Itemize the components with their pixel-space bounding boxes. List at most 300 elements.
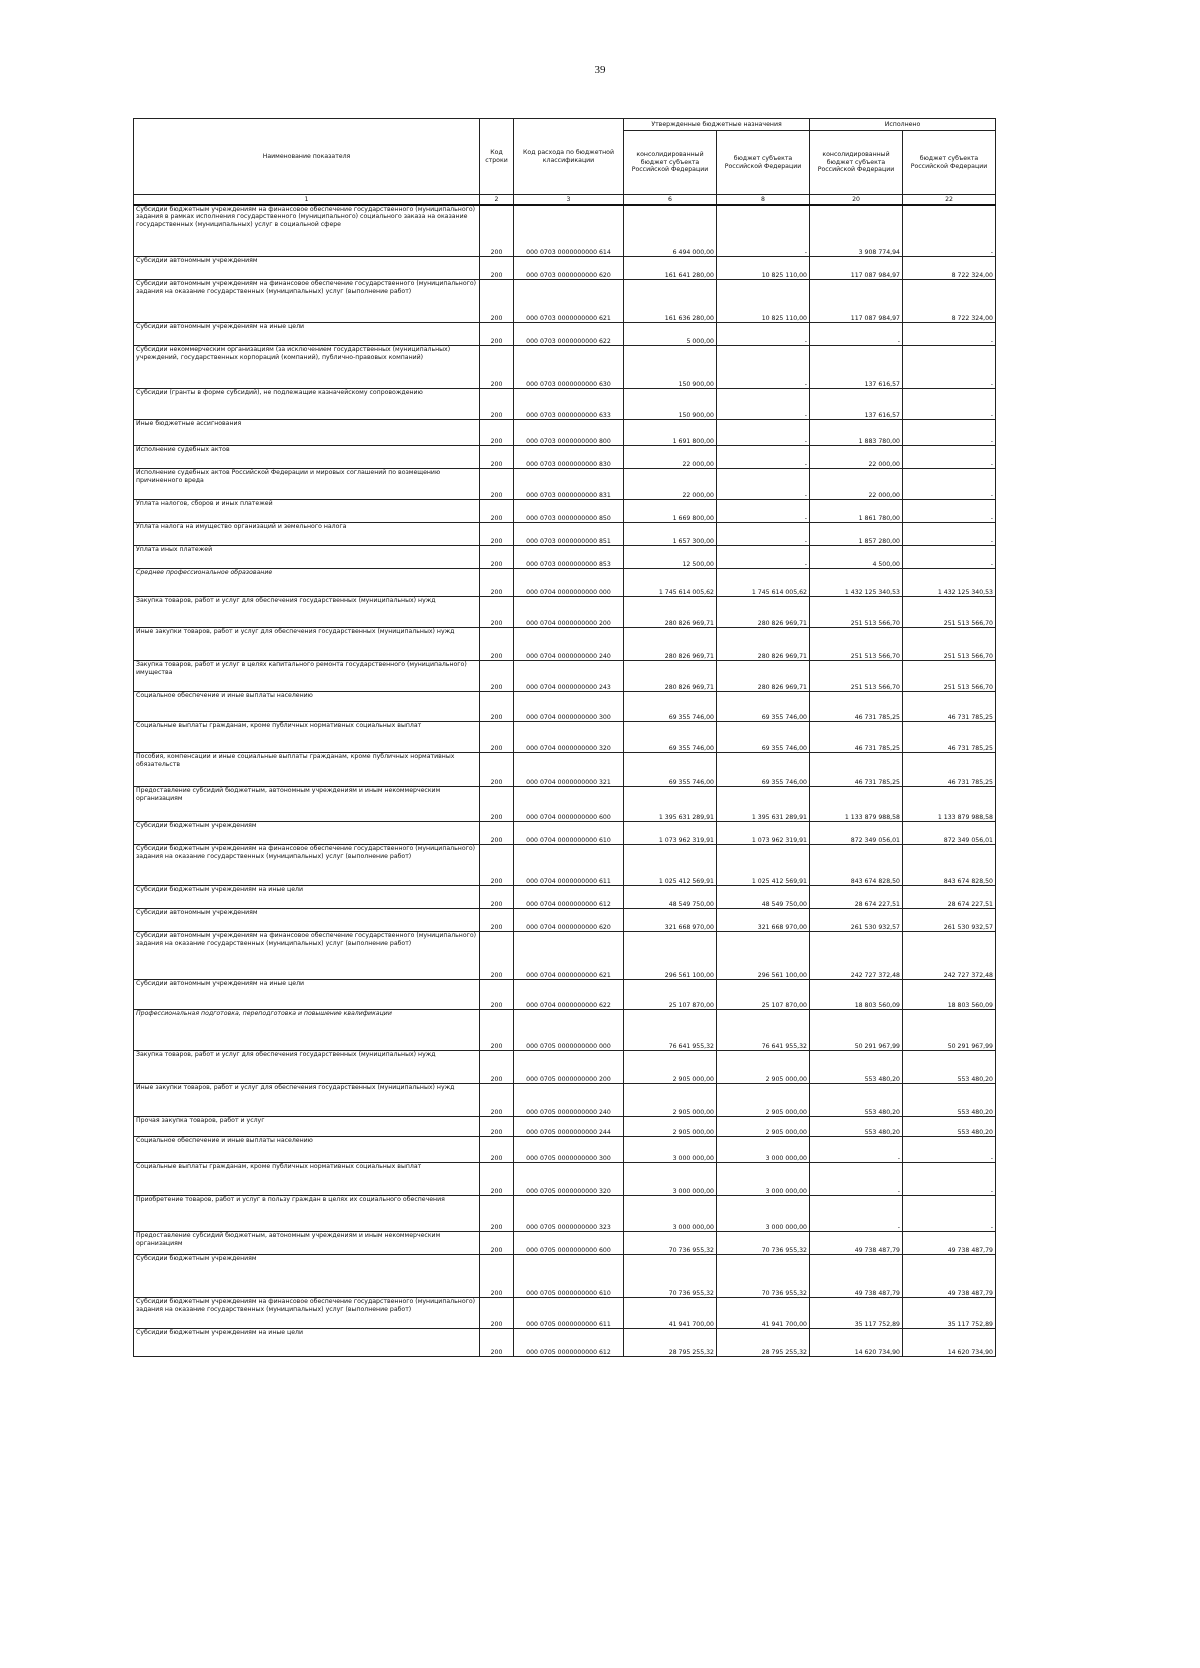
table-row — [134, 661, 996, 692]
row-classification-code: 000 0703 0000000000 851 — [514, 523, 624, 546]
row-name: Субсидии бюджетным учреждениям на иные цели — [134, 886, 480, 909]
approved-subject-value: - — [717, 389, 810, 420]
executed-consolidated-value: 1 133 879 988,58 — [810, 787, 903, 822]
executed-subject-value: 553 480,20 — [903, 1084, 996, 1117]
executed-subject-value: - — [903, 389, 996, 420]
approved-subject-value: 2 905 000,00 — [717, 1117, 810, 1137]
row-classification-code: 000 0705 0000000000 610 — [514, 1255, 624, 1298]
executed-subject-value: 46 731 785,25 — [903, 753, 996, 787]
table-row — [134, 722, 996, 753]
table-row — [134, 1163, 996, 1196]
approved-subject-value: - — [717, 346, 810, 389]
row-classification-code: 000 0703 0000000000 621 — [514, 280, 624, 323]
table-row — [134, 1117, 996, 1137]
row-code: 200 — [480, 469, 514, 500]
row-code: 200 — [480, 1137, 514, 1163]
row-name: Субсидии бюджетным учреждениям на финансовое обеспечение государственного (муниципального) задания в рамках исполнения государственного (муниципального) социального заказа на оказание государственных (муниципальных) услуг в социальной сфере — [134, 205, 480, 257]
executed-subject-value: - — [903, 323, 996, 346]
row-classification-code: 000 0704 0000000000 321 — [514, 753, 624, 787]
row-code: 200 — [480, 1010, 514, 1051]
approved-subject-value: 69 355 746,00 — [717, 753, 810, 787]
row-classification-code: 000 0703 0000000000 622 — [514, 323, 624, 346]
row-name: Субсидии автономным учреждениям — [134, 909, 480, 932]
row-classification-code: 000 0705 0000000000 611 — [514, 1298, 624, 1329]
row-code: 200 — [480, 1298, 514, 1329]
row-name: Субсидии автономным учреждениям на финансовое обеспечение государственного (муниципального) задания на оказание государственных (муниципальных) услуг (выполнение работ) — [134, 280, 480, 323]
executed-subject-value: 242 727 372,48 — [903, 932, 996, 980]
executed-subject-value: 8 722 324,00 — [903, 280, 996, 323]
row-name: Закупка товаров, работ и услуг для обеспечения государственных (муниципальных) нужд — [134, 597, 480, 628]
header-name: Наименование показателя — [134, 119, 480, 195]
executed-subject-value: - — [903, 469, 996, 500]
approved-consolidated-value: 69 355 746,00 — [624, 722, 717, 753]
approved-subject-value: 3 000 000,00 — [717, 1137, 810, 1163]
row-name: Субсидии автономным учреждениям на иные цели — [134, 323, 480, 346]
executed-subject-value: - — [903, 546, 996, 569]
row-classification-code: 000 0704 0000000000 000 — [514, 569, 624, 597]
approved-subject-value: 3 000 000,00 — [717, 1196, 810, 1232]
approved-subject-value: 69 355 746,00 — [717, 692, 810, 722]
table-row — [134, 1084, 996, 1117]
approved-subject-value: 48 549 750,00 — [717, 886, 810, 909]
executed-subject-value: 46 731 785,25 — [903, 692, 996, 722]
row-classification-code: 000 0705 0000000000 612 — [514, 1329, 624, 1357]
row-classification-code: 000 0703 0000000000 853 — [514, 546, 624, 569]
row-code: 200 — [480, 323, 514, 346]
row-name: Субсидии (гранты в форме субсидий), не подлежащие казначейскому сопровождению — [134, 389, 480, 420]
approved-subject-value: - — [717, 500, 810, 523]
approved-consolidated-value: 1 669 800,00 — [624, 500, 717, 523]
executed-consolidated-value: 14 620 734,90 — [810, 1329, 903, 1357]
executed-subject-value: 553 480,20 — [903, 1051, 996, 1084]
approved-subject-value: - — [717, 205, 810, 257]
executed-subject-value: 28 674 227,51 — [903, 886, 996, 909]
row-name: Исполнение судебных актов Российской Федерации и мировых соглашений по возмещению причиненного вреда — [134, 469, 480, 500]
approved-consolidated-value: 69 355 746,00 — [624, 753, 717, 787]
executed-subject-value: 50 291 967,99 — [903, 1010, 996, 1051]
row-name: Профессиональная подготовка, переподготовка и повышение квалификации — [134, 1010, 480, 1051]
approved-consolidated-value: 2 905 000,00 — [624, 1084, 717, 1117]
table-row — [134, 1255, 996, 1298]
header-approved-subject: бюджет субъекта Российской Федерации — [717, 131, 810, 195]
table-row — [134, 980, 996, 1010]
header-approved-consolidated: консолидированный бюджет субъекта Российской Федерации — [624, 131, 717, 195]
table-row — [134, 389, 996, 420]
executed-subject-value: 1 432 125 340,53 — [903, 569, 996, 597]
col-number: 8 — [717, 195, 810, 205]
approved-consolidated-value: 6 494 000,00 — [624, 205, 717, 257]
executed-subject-value: - — [903, 346, 996, 389]
approved-consolidated-value: 3 000 000,00 — [624, 1163, 717, 1196]
table-row — [134, 1137, 996, 1163]
approved-consolidated-value: 76 641 955,32 — [624, 1010, 717, 1051]
row-classification-code: 000 0703 0000000000 630 — [514, 346, 624, 389]
row-name: Предоставление субсидий бюджетным, автономным учреждениям и иным некоммерческим организациям — [134, 1232, 480, 1255]
executed-subject-value: 46 731 785,25 — [903, 722, 996, 753]
executed-subject-value: 843 674 828,50 — [903, 845, 996, 886]
approved-subject-value: 296 561 100,00 — [717, 932, 810, 980]
executed-consolidated-value: 49 738 487,79 — [810, 1255, 903, 1298]
executed-consolidated-value: 22 000,00 — [810, 446, 903, 469]
table-row — [134, 692, 996, 722]
table-row — [134, 628, 996, 661]
executed-consolidated-value: 137 616,57 — [810, 346, 903, 389]
executed-consolidated-value: 1 432 125 340,53 — [810, 569, 903, 597]
row-classification-code: 000 0705 0000000000 244 — [514, 1117, 624, 1137]
executed-consolidated-value: 1 883 780,00 — [810, 420, 903, 446]
approved-subject-value: 321 668 970,00 — [717, 909, 810, 932]
col-number: 6 — [624, 195, 717, 205]
col-number: 20 — [810, 195, 903, 205]
row-name: Социальные выплаты гражданам, кроме публичных нормативных социальных выплат — [134, 1163, 480, 1196]
executed-consolidated-value: 251 513 566,70 — [810, 661, 903, 692]
table-row — [134, 1298, 996, 1329]
approved-subject-value: 41 941 700,00 — [717, 1298, 810, 1329]
row-name: Уплата иных платежей — [134, 546, 480, 569]
table-row — [134, 569, 996, 597]
approved-consolidated-value: 1 025 412 569,91 — [624, 845, 717, 886]
executed-consolidated-value: 261 530 932,57 — [810, 909, 903, 932]
row-classification-code: 000 0704 0000000000 200 — [514, 597, 624, 628]
row-classification-code: 000 0704 0000000000 612 — [514, 886, 624, 909]
approved-subject-value: 1 395 631 289,91 — [717, 787, 810, 822]
approved-consolidated-value: 22 000,00 — [624, 446, 717, 469]
row-classification-code: 000 0705 0000000000 600 — [514, 1232, 624, 1255]
approved-consolidated-value: 161 636 280,00 — [624, 280, 717, 323]
header-code: Код строки — [480, 119, 514, 195]
row-name: Исполнение судебных актов — [134, 446, 480, 469]
row-classification-code: 000 0705 0000000000 300 — [514, 1137, 624, 1163]
col-number: 22 — [903, 195, 996, 205]
executed-subject-value: 49 738 487,79 — [903, 1255, 996, 1298]
table-row — [134, 257, 996, 280]
table-row — [134, 205, 996, 257]
row-classification-code: 000 0705 0000000000 200 — [514, 1051, 624, 1084]
row-code: 200 — [480, 280, 514, 323]
row-name: Субсидии бюджетным учреждениям на финансовое обеспечение государственного (муниципального) задания на оказание государственных (муниципальных) услуг (выполнение работ) — [134, 1298, 480, 1329]
approved-subject-value: 10 825 110,00 — [717, 257, 810, 280]
row-classification-code: 000 0703 0000000000 614 — [514, 205, 624, 257]
row-code: 200 — [480, 661, 514, 692]
row-code: 200 — [480, 1163, 514, 1196]
approved-consolidated-value: 321 668 970,00 — [624, 909, 717, 932]
approved-subject-value: 70 736 955,32 — [717, 1232, 810, 1255]
executed-subject-value: 49 738 487,79 — [903, 1232, 996, 1255]
table-row — [134, 1010, 996, 1051]
row-name: Иные закупки товаров, работ и услуг для обеспечения государственных (муниципальных) нужд — [134, 1084, 480, 1117]
approved-subject-value: 1 025 412 569,91 — [717, 845, 810, 886]
row-classification-code: 000 0703 0000000000 831 — [514, 469, 624, 500]
executed-subject-value: 8 722 324,00 — [903, 257, 996, 280]
executed-consolidated-value: 46 731 785,25 — [810, 753, 903, 787]
table-row — [134, 909, 996, 932]
table-row — [134, 323, 996, 346]
approved-consolidated-value: 1 657 300,00 — [624, 523, 717, 546]
col-number: 3 — [514, 195, 624, 205]
executed-consolidated-value: 553 480,20 — [810, 1051, 903, 1084]
approved-consolidated-value: 280 826 969,71 — [624, 661, 717, 692]
row-name: Прочая закупка товаров, работ и услуг — [134, 1117, 480, 1137]
executed-subject-value: - — [903, 205, 996, 257]
table-row — [134, 932, 996, 980]
executed-consolidated-value: 3 908 774,94 — [810, 205, 903, 257]
table-row — [134, 1232, 996, 1255]
executed-subject-value: - — [903, 420, 996, 446]
row-classification-code: 000 0705 0000000000 323 — [514, 1196, 624, 1232]
row-name: Субсидии автономным учреждениям — [134, 257, 480, 280]
executed-subject-value: 251 513 566,70 — [903, 597, 996, 628]
table-row — [134, 845, 996, 886]
table-row — [134, 1051, 996, 1084]
approved-subject-value: - — [717, 323, 810, 346]
row-name: Социальное обеспечение и иные выплаты населению — [134, 1137, 480, 1163]
row-name: Предоставление субсидий бюджетным, автономным учреждениям и иным некоммерческим организациям — [134, 787, 480, 822]
row-name: Субсидии бюджетным учреждениям — [134, 822, 480, 845]
approved-consolidated-value: 1 745 614 005,62 — [624, 569, 717, 597]
row-name: Уплата налогов, сборов и иных платежей — [134, 500, 480, 523]
row-classification-code: 000 0703 0000000000 633 — [514, 389, 624, 420]
executed-consolidated-value: 35 117 752,89 — [810, 1298, 903, 1329]
executed-subject-value: - — [903, 1163, 996, 1196]
approved-consolidated-value: 161 641 280,00 — [624, 257, 717, 280]
row-name: Уплата налога на имущество организаций и земельного налога — [134, 523, 480, 546]
executed-subject-value: 251 513 566,70 — [903, 628, 996, 661]
executed-consolidated-value: 18 803 560,09 — [810, 980, 903, 1010]
row-classification-code: 000 0705 0000000000 240 — [514, 1084, 624, 1117]
approved-consolidated-value: 280 826 969,71 — [624, 628, 717, 661]
executed-consolidated-value: 251 513 566,70 — [810, 597, 903, 628]
table-row — [134, 1329, 996, 1357]
executed-subject-value: 872 349 056,01 — [903, 822, 996, 845]
row-name: Субсидии бюджетным учреждениям на иные цели — [134, 1329, 480, 1357]
executed-consolidated-value: 242 727 372,48 — [810, 932, 903, 980]
executed-subject-value: - — [903, 523, 996, 546]
header-approved: Утвержденные бюджетные назначения — [624, 119, 810, 131]
row-code: 200 — [480, 980, 514, 1010]
row-name: Субсидии автономным учреждениям на финансовое обеспечение государственного (муниципального) задания на оказание государственных (муниципальных) услуг (выполнение работ) — [134, 932, 480, 980]
budget-execution-table — [133, 118, 996, 1357]
executed-subject-value: 18 803 560,09 — [903, 980, 996, 1010]
approved-subject-value: - — [717, 446, 810, 469]
row-code: 200 — [480, 1232, 514, 1255]
row-code: 200 — [480, 500, 514, 523]
row-classification-code: 000 0704 0000000000 611 — [514, 845, 624, 886]
row-code: 200 — [480, 546, 514, 569]
row-name: Субсидии некоммерческим организациям (за исключением государственных (муниципальных) учреждений, государственных корпораций (компаний), публично-правовых компаний) — [134, 346, 480, 389]
row-classification-code: 000 0705 0000000000 000 — [514, 1010, 624, 1051]
page-number: 39 — [594, 64, 606, 76]
executed-consolidated-value: 117 087 984,97 — [810, 257, 903, 280]
approved-consolidated-value: 69 355 746,00 — [624, 692, 717, 722]
approved-consolidated-value: 22 000,00 — [624, 469, 717, 500]
row-name: Пособия, компенсации и иные социальные выплаты гражданам, кроме публичных нормативных обязательств — [134, 753, 480, 787]
row-code: 200 — [480, 1255, 514, 1298]
approved-subject-value: 3 000 000,00 — [717, 1163, 810, 1196]
executed-consolidated-value: 1 857 280,00 — [810, 523, 903, 546]
row-classification-code: 000 0704 0000000000 610 — [514, 822, 624, 845]
executed-subject-value: 261 530 932,57 — [903, 909, 996, 932]
executed-consolidated-value: 50 291 967,99 — [810, 1010, 903, 1051]
row-classification-code: 000 0703 0000000000 800 — [514, 420, 624, 446]
approved-consolidated-value: 150 900,00 — [624, 346, 717, 389]
row-classification-code: 000 0704 0000000000 300 — [514, 692, 624, 722]
approved-subject-value: - — [717, 523, 810, 546]
row-classification-code: 000 0703 0000000000 850 — [514, 500, 624, 523]
executed-subject-value: 251 513 566,70 — [903, 661, 996, 692]
approved-subject-value: - — [717, 469, 810, 500]
row-code: 200 — [480, 909, 514, 932]
table-row — [134, 346, 996, 389]
row-code: 200 — [480, 205, 514, 257]
row-name: Субсидии бюджетным учреждениям — [134, 1255, 480, 1298]
table-row — [134, 822, 996, 845]
row-name: Иные бюджетные ассигнования — [134, 420, 480, 446]
approved-subject-value: 70 736 955,32 — [717, 1255, 810, 1298]
row-code: 200 — [480, 1117, 514, 1137]
row-classification-code: 000 0703 0000000000 620 — [514, 257, 624, 280]
table-row — [134, 523, 996, 546]
row-code: 200 — [480, 845, 514, 886]
row-code: 200 — [480, 597, 514, 628]
row-classification-code: 000 0705 0000000000 320 — [514, 1163, 624, 1196]
table-row — [134, 469, 996, 500]
row-code: 200 — [480, 722, 514, 753]
approved-consolidated-value: 1 691 800,00 — [624, 420, 717, 446]
approved-subject-value: 25 107 870,00 — [717, 980, 810, 1010]
executed-consolidated-value: - — [810, 1137, 903, 1163]
row-code: 200 — [480, 692, 514, 722]
header-classification: Код расхода по бюджетной классификации — [514, 119, 624, 195]
table-row — [134, 500, 996, 523]
approved-subject-value: 2 905 000,00 — [717, 1084, 810, 1117]
row-classification-code: 000 0703 0000000000 830 — [514, 446, 624, 469]
executed-consolidated-value: 28 674 227,51 — [810, 886, 903, 909]
row-code: 200 — [480, 257, 514, 280]
executed-consolidated-value: 46 731 785,25 — [810, 692, 903, 722]
table-row — [134, 546, 996, 569]
executed-subject-value: 553 480,20 — [903, 1117, 996, 1137]
row-name: Иные закупки товаров, работ и услуг для обеспечения государственных (муниципальных) нужд — [134, 628, 480, 661]
row-classification-code: 000 0704 0000000000 320 — [514, 722, 624, 753]
table-row — [134, 446, 996, 469]
approved-subject-value: 1 745 614 005,62 — [717, 569, 810, 597]
approved-consolidated-value: 3 000 000,00 — [624, 1137, 717, 1163]
approved-consolidated-value: 2 905 000,00 — [624, 1051, 717, 1084]
row-code: 200 — [480, 523, 514, 546]
table-row — [134, 597, 996, 628]
approved-subject-value: 2 905 000,00 — [717, 1051, 810, 1084]
row-name: Социальные выплаты гражданам, кроме публичных нормативных социальных выплат — [134, 722, 480, 753]
approved-consolidated-value: 28 795 255,32 — [624, 1329, 717, 1357]
executed-consolidated-value: - — [810, 1196, 903, 1232]
approved-subject-value: 76 641 955,32 — [717, 1010, 810, 1051]
col-number: 1 — [134, 195, 480, 205]
approved-consolidated-value: 296 561 100,00 — [624, 932, 717, 980]
executed-subject-value: 35 117 752,89 — [903, 1298, 996, 1329]
approved-subject-value: 1 073 962 319,91 — [717, 822, 810, 845]
row-code: 200 — [480, 1084, 514, 1117]
table-row — [134, 1196, 996, 1232]
row-code: 200 — [480, 420, 514, 446]
header-executed: Исполнено — [810, 119, 996, 131]
col-number: 2 — [480, 195, 514, 205]
approved-consolidated-value: 2 905 000,00 — [624, 1117, 717, 1137]
approved-consolidated-value: 48 549 750,00 — [624, 886, 717, 909]
table-header — [134, 119, 996, 205]
row-classification-code: 000 0704 0000000000 620 — [514, 909, 624, 932]
executed-consolidated-value: 137 616,57 — [810, 389, 903, 420]
row-code: 200 — [480, 753, 514, 787]
approved-consolidated-value: 70 736 955,32 — [624, 1232, 717, 1255]
row-name: Закупка товаров, работ и услуг в целях капитального ремонта государственного (муниципального) имущества — [134, 661, 480, 692]
table-body — [134, 205, 996, 1357]
executed-consolidated-value: 117 087 984,97 — [810, 280, 903, 323]
approved-subject-value: 280 826 969,71 — [717, 628, 810, 661]
approved-subject-value: 28 795 255,32 — [717, 1329, 810, 1357]
executed-consolidated-value: 553 480,20 — [810, 1117, 903, 1137]
row-classification-code: 000 0704 0000000000 243 — [514, 661, 624, 692]
approved-consolidated-value: 5 000,00 — [624, 323, 717, 346]
approved-consolidated-value: 280 826 969,71 — [624, 597, 717, 628]
executed-subject-value: - — [903, 1196, 996, 1232]
approved-subject-value: 10 825 110,00 — [717, 280, 810, 323]
row-classification-code: 000 0704 0000000000 622 — [514, 980, 624, 1010]
approved-consolidated-value: 70 736 955,32 — [624, 1255, 717, 1298]
row-code: 200 — [480, 1051, 514, 1084]
approved-consolidated-value: 12 500,00 — [624, 546, 717, 569]
executed-consolidated-value: - — [810, 1163, 903, 1196]
row-name: Приобретение товаров, работ и услуг в пользу граждан в целях их социального обеспечения — [134, 1196, 480, 1232]
row-code: 200 — [480, 787, 514, 822]
row-classification-code: 000 0704 0000000000 240 — [514, 628, 624, 661]
approved-subject-value: - — [717, 420, 810, 446]
header-executed-consolidated: консолидированный бюджет субъекта Российской Федерации — [810, 131, 903, 195]
row-code: 200 — [480, 346, 514, 389]
executed-consolidated-value: 22 000,00 — [810, 469, 903, 500]
executed-subject-value: - — [903, 1137, 996, 1163]
approved-subject-value: - — [717, 546, 810, 569]
row-name: Субсидии бюджетным учреждениям на финансовое обеспечение государственного (муниципального) задания на оказание государственных (муниципальных) услуг (выполнение работ) — [134, 845, 480, 886]
row-code: 200 — [480, 446, 514, 469]
approved-consolidated-value: 25 107 870,00 — [624, 980, 717, 1010]
row-code: 200 — [480, 628, 514, 661]
approved-subject-value: 69 355 746,00 — [717, 722, 810, 753]
table-row — [134, 886, 996, 909]
table-row — [134, 280, 996, 323]
approved-consolidated-value: 150 900,00 — [624, 389, 717, 420]
executed-consolidated-value: 1 861 780,00 — [810, 500, 903, 523]
approved-consolidated-value: 1 395 631 289,91 — [624, 787, 717, 822]
table-row — [134, 753, 996, 787]
executed-consolidated-value: 251 513 566,70 — [810, 628, 903, 661]
row-code: 200 — [480, 569, 514, 597]
executed-consolidated-value: 872 349 056,01 — [810, 822, 903, 845]
header-executed-subject: бюджет субъекта Российской Федерации — [903, 131, 996, 195]
approved-subject-value: 280 826 969,71 — [717, 597, 810, 628]
row-code: 200 — [480, 1196, 514, 1232]
row-code: 200 — [480, 389, 514, 420]
executed-consolidated-value: 553 480,20 — [810, 1084, 903, 1117]
row-name: Закупка товаров, работ и услуг для обеспечения государственных (муниципальных) нужд — [134, 1051, 480, 1084]
approved-consolidated-value: 3 000 000,00 — [624, 1196, 717, 1232]
row-code: 200 — [480, 886, 514, 909]
approved-subject-value: 280 826 969,71 — [717, 661, 810, 692]
row-code: 200 — [480, 822, 514, 845]
executed-consolidated-value: 49 738 487,79 — [810, 1232, 903, 1255]
executed-consolidated-value: 843 674 828,50 — [810, 845, 903, 886]
executed-subject-value: 14 620 734,90 — [903, 1329, 996, 1357]
row-classification-code: 000 0704 0000000000 600 — [514, 787, 624, 822]
